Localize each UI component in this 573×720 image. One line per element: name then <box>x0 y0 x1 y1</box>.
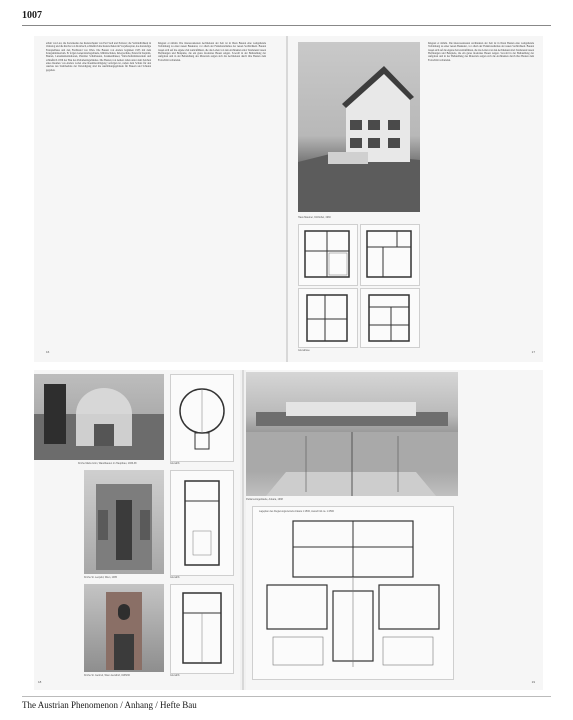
church-1-caption: Kirche Maria Grün, Wandbauten im Hauptbau, 1936-38 <box>78 462 137 465</box>
text-column-2: hingetet et nimmt. Die interessantesten Architekten der Zeit ist in Ihren Bauten eine weitgehende Verbindung zu einer neuen Baukunst, vor allem der Funktionalismus der neuen Sachlichkeit. Bauten lassen sich auf die eigene Zeit zurückführen, die das Leben von den Architekten sind. Tendenzen lassen Hoffnungen und Beispiele, die ein gutes modernes Bauen zeigen. Sowohl in der Behandlung der Aufgaben und in der Behandlung des Materials zeigen sich die Architekten durch ihre Bauten dem Fortschritt verbunden. <box>158 42 266 62</box>
church-plan-3-caption: Grundriß <box>170 674 180 677</box>
top-right-page <box>288 36 543 362</box>
floor-plan-1 <box>298 224 358 286</box>
aerial-caption: Parlamentsgebäude, Ankara, 1938 <box>246 498 283 501</box>
text-column-1: erhalt von Lier, die Kolonieshe des Kunstschulen von Earl Sedl und Pollerer; die Verbindlichkeit in Ormalog und die Kirche von Dornbach, schließlich die Kunstschulen im Vorjahresplan, das dreistufige Festspielhaus und den Fischband von Wien. Die Bauten von Anders beginnen 1935 mit dem Kriegsministerium. Er folgen Generalstabsgebäude, Militärschulen, Kriegsschule, Palais für Kapitän, Bauten, Luisamuinstitutionen, Pfennler Schulbauten, Krankenhäuser, Wirtschaftsministerium und schließlich 1956 der Bau des Parlamentsgebäudes. Die Bauten von Anders leben unter dem Zeichen eines Raumes von Anders wobei eine Raumbewältigung verfolgen ist, neben dem Schutz für den Ausbau des Stadtbezirks der Verteidigung sind die Ausbildungsgebäude für Bauern und Schulen gegeben. <box>46 42 151 72</box>
footer-rule <box>22 696 551 697</box>
church-plan-2 <box>170 470 234 576</box>
bottom-gutter <box>242 370 244 690</box>
footer-text: The Austrian Phenomenon / Anhang / Hefte Bau <box>22 700 197 710</box>
floor-plan-2 <box>360 224 420 286</box>
aerial-photo <box>246 372 458 496</box>
bottom-left-page <box>34 370 240 690</box>
bottom-spread <box>34 370 543 690</box>
left-page-number: 16 <box>46 350 50 354</box>
bottom-right-page-number: 19 <box>531 680 535 684</box>
plan-caption: Grundrisse <box>298 349 310 352</box>
house-photo <box>298 42 420 212</box>
header-rule <box>22 25 551 26</box>
church-plan-1 <box>170 374 234 462</box>
top-left-page <box>34 36 286 362</box>
bottom-right-page <box>246 370 543 690</box>
page-number: 1007 <box>22 10 42 21</box>
church-3-caption: Kirche St. Gertrud, Wien-Gersthof, 1935/36 <box>84 674 130 677</box>
church-plan-1-caption: Grundriß <box>170 462 180 465</box>
church-plan-2-caption: Grundriß <box>170 576 180 579</box>
church-2-caption: Kirche St. Leopold, Wien, 1935 <box>84 576 117 579</box>
house-photo-caption: Haus Mautner, Kitzbühel, 1930 <box>298 216 331 219</box>
floor-plan-4 <box>360 288 420 348</box>
floor-plan-3 <box>298 288 358 348</box>
bottom-left-page-number: 18 <box>38 680 42 684</box>
text-column-3: hingetet et nimmt. Die interessantesten Architekten der Zeit ist in Ihren Bauten eine weitgehende Verbindung zu einer neuen Baukunst, vor allem der Funktionalismus der neuen Sachlichkeit. Bauten lassen sich auf die eigene Zeit zurückführen, die das Leben von den Architekten sind. Tendenzen lassen Hoffnungen und Beispiele, die ein gutes modernes Bauen zeigen. Sowohl in der Behandlung der Aufgaben und in der Behandlung des Materials zeigen sich die Architekten durch ihre Bauten dem Fortschritt verbunden. <box>428 42 534 62</box>
top-spread <box>34 36 543 362</box>
right-page-number: 17 <box>531 350 535 354</box>
church-photo-1 <box>34 374 164 460</box>
church-photo-3 <box>84 584 164 672</box>
site-plan <box>252 506 454 680</box>
church-photo-2 <box>84 470 164 574</box>
site-plan-title: Lageplan des Regierungsviertels Ankara 1:1500, Ausschnitt ca. 1:2500 <box>259 510 334 513</box>
church-plan-3 <box>170 584 234 674</box>
